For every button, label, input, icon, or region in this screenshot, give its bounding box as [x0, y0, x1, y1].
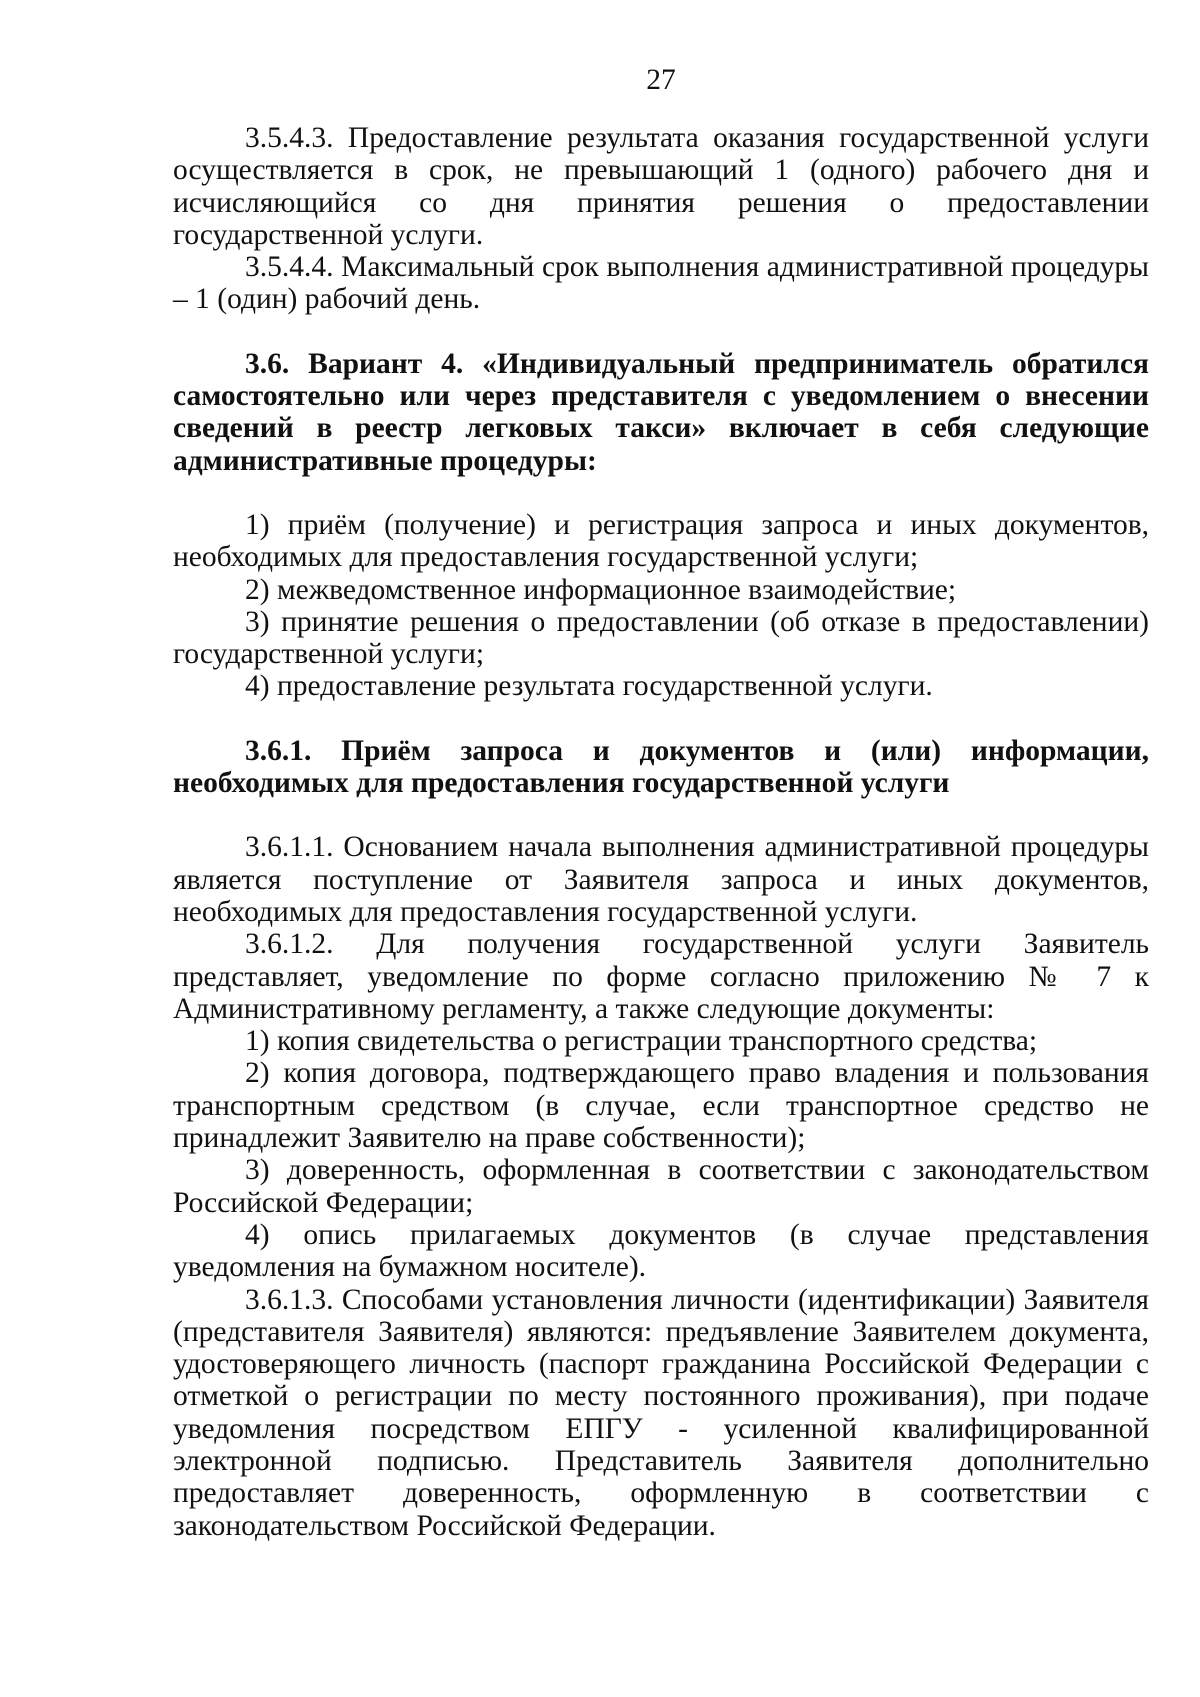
paragraph-3-6-1-1: 3.6.1.1. Основанием начала выполнения административной процедуры является поступление от Заявителя запроса и иных документов, необходимых для предоставления государственной услуги. [173, 831, 1149, 928]
spacer [173, 316, 1149, 348]
document-item: 3) доверенность, оформленная в соответствии с законодательством Российской Федерации; [173, 1154, 1149, 1219]
paragraph-3-5-4-4: 3.5.4.4. Максимальный срок выполнения административной процедуры – 1 (один) рабочий день. [173, 251, 1149, 316]
document-item: 4) опись прилагаемых документов (в случае представления уведомления на бумажном носителе). [173, 1218, 1149, 1284]
spacer [173, 477, 1149, 509]
section-3-6-heading: 3.6. Вариант 4. «Индивидуальный предприниматель обратился самостоятельно или через представителя с уведомлением о внесении сведений в реестр легковых такси» включает в себя следующие административные процедуры: [173, 347, 1149, 477]
document-page [173, 64, 1149, 1542]
paragraph-3-6-1-3: 3.6.1.3. Способами установления личности (идентификации) Заявителя (представителя Заявителя) являются: предъявление Заявителем документа, удостоверяющего личность (паспорт гражданина Российской Федерации с отметкой о регистрации по месту постоянного проживания), при подаче уведомления посредством ЕПГУ - усиленной квалифицированной электронной подписью. Представитель Заявителя дополнительно предоставляет доверенность, оформленную в соответствии с законодательством Российской Федерации. [173, 1283, 1149, 1542]
spacer [173, 799, 1149, 831]
procedures-list [173, 509, 1149, 703]
documents-list [173, 1025, 1149, 1283]
document-item: 1) копия свидетельства о регистрации транспортного средства; [245, 1025, 1038, 1058]
spacer [173, 703, 1149, 735]
paragraph-3-6-1-2: 3.6.1.2. Для получения государственной услуги Заявитель представляет, уведомление по форме согласно приложению № 7 к Административному регламенту, а также следующие документы: [173, 928, 1149, 1025]
procedure-item: 4) предоставление результата государственной услуги. [245, 670, 933, 703]
procedure-item: 2) межведомственное информационное взаимодействие; [245, 573, 957, 606]
section-3-6-1-heading: 3.6.1. Приём запроса и документов и (или) информации, необходимых для предоставления государственной услуги [173, 734, 1149, 800]
paragraph-3-5-4-3: 3.5.4.3. Предоставление результата оказания государственной услуги осуществляется в срок, не превышающий 1 (одного) рабочего дня и исчисляющийся со дня принятия решения о предоставлении государственной услуги. [173, 122, 1149, 251]
procedure-item: 3) принятие решения о предоставлении (об отказе в предоставлении) государственной услуги; [173, 605, 1149, 671]
document-item: 2) копия договора, подтверждающего право владения и пользования транспортным средством (в случае, если транспортное средство не принадлежит Заявителю на праве собственности); [173, 1057, 1149, 1155]
procedure-item: 1) приём (получение) и регистрация запроса и иных документов, необходимых для предоставления государственной услуги; [173, 508, 1149, 574]
page-number: 27 [646, 64, 676, 96]
